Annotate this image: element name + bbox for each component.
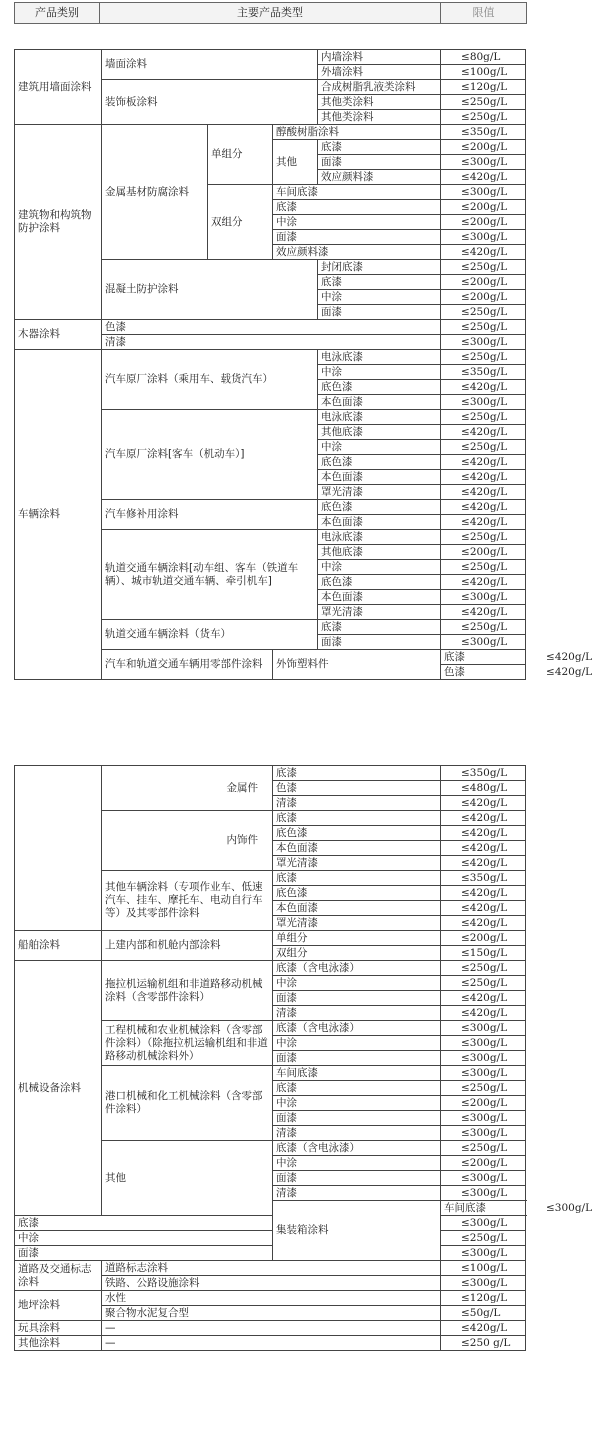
type-cell: 本色面漆 bbox=[273, 901, 441, 916]
product-cell: 轨道交通车辆涂料[动车组、客车（铁道车辆）、城市轨道交通车辆、牵引机车] bbox=[102, 530, 318, 620]
product-cell: 其他 bbox=[102, 1141, 273, 1216]
limit-cell: ≤250g/L bbox=[441, 410, 526, 425]
limit-cell: ≤250g/L bbox=[441, 110, 526, 125]
limit-cell: ≤250g/L bbox=[441, 530, 526, 545]
type-cell: 本色面漆 bbox=[273, 841, 441, 856]
limit-cell: ≤200g/L bbox=[441, 215, 526, 230]
table-row bbox=[15, 1291, 526, 1306]
limit-cell: ≤420g/L bbox=[441, 500, 526, 515]
type-cell: 面漆 bbox=[318, 155, 441, 170]
limit-cell: ≤120g/L bbox=[441, 1291, 526, 1306]
type-cell: 底漆 bbox=[273, 200, 441, 215]
type-cell: 电泳底漆 bbox=[318, 530, 441, 545]
limit-cell: ≤420g/L bbox=[441, 1321, 526, 1336]
type-cell: 中涂 bbox=[273, 976, 441, 991]
type-cell: 底漆（含电泳漆） bbox=[273, 1141, 441, 1156]
limit-cell: ≤420g/L bbox=[441, 515, 526, 530]
limit-cell: ≤80g/L bbox=[441, 50, 526, 65]
table-row: 色漆 ≤420g/L bbox=[15, 665, 526, 680]
table-row bbox=[15, 1261, 526, 1276]
limit-cell: ≤250g/L bbox=[441, 260, 526, 275]
type-cell: 中涂 bbox=[273, 1156, 441, 1171]
limit-cell: ≤250g/L bbox=[441, 440, 526, 455]
type-cell: 中涂 bbox=[318, 560, 441, 575]
limit-cell: ≤350g/L bbox=[441, 365, 526, 380]
type-cell: 底色漆 bbox=[318, 575, 441, 590]
table-header bbox=[14, 2, 527, 24]
limit-cell: ≤200g/L bbox=[441, 200, 526, 215]
category-cell: 车辆涂料 bbox=[15, 350, 102, 680]
limit-cell: ≤300g/L bbox=[441, 1051, 526, 1066]
type-cell: 面漆 bbox=[273, 230, 441, 245]
voc-limit-table-part1 bbox=[14, 49, 592, 680]
type-cell: 本色面漆 bbox=[318, 470, 441, 485]
limit-cell: ≤200g/L bbox=[441, 545, 526, 560]
limit-cell: ≤300g/L bbox=[441, 1126, 526, 1141]
type-cell: 底漆 bbox=[273, 766, 441, 781]
product-cell: 墙面涂料 bbox=[102, 50, 318, 80]
table-row bbox=[15, 766, 526, 781]
type-cell: 罩光清漆 bbox=[318, 605, 441, 620]
type-cell: 其他类涂料 bbox=[318, 110, 441, 125]
type-cell: 其他底漆 bbox=[318, 425, 441, 440]
product-cell: 拖拉机运输机组和非道路移动机械涂料（含零部件涂料） bbox=[102, 961, 273, 1021]
type-cell: 外墙涂料 bbox=[318, 65, 441, 80]
type-cell: 底漆（含电泳漆） bbox=[273, 961, 441, 976]
type-cell: 双组分 bbox=[273, 946, 441, 961]
limit-cell: ≤420g/L bbox=[441, 455, 526, 470]
type-cell: 封闭底漆 bbox=[318, 260, 441, 275]
type-cell: 清漆 bbox=[273, 1186, 441, 1201]
limit-cell: ≤200g/L bbox=[441, 1096, 526, 1111]
type-cell: 车间底漆 bbox=[273, 1066, 441, 1081]
limit-cell: ≤250g/L bbox=[441, 1231, 526, 1246]
limit-cell: ≤250g/L bbox=[441, 560, 526, 575]
limit-cell: ≤480g/L bbox=[441, 781, 526, 796]
subtype-cell: 外饰塑料件 bbox=[273, 650, 441, 680]
table-row bbox=[15, 350, 526, 365]
limit-cell: ≤420g/L bbox=[441, 575, 526, 590]
type-cell: 面漆 bbox=[15, 1246, 273, 1261]
type-cell: 罩光清漆 bbox=[318, 485, 441, 500]
product-cell: 金属基材防腐涂料 bbox=[102, 125, 208, 260]
type-cell: 清漆 bbox=[273, 1126, 441, 1141]
type-cell: 中涂 bbox=[15, 1231, 273, 1246]
type-cell: 面漆 bbox=[318, 305, 441, 320]
limit-cell: ≤300g/L bbox=[441, 335, 526, 350]
limit-cell: ≤300g/L bbox=[441, 1171, 526, 1186]
limit-cell: ≤420g/L bbox=[441, 916, 526, 931]
type-cell: 本色面漆 bbox=[318, 515, 441, 530]
limit-cell: ≤250g/L bbox=[441, 350, 526, 365]
type-cell: 底色漆 bbox=[273, 886, 441, 901]
type-cell: 合成树脂乳液类涂料 bbox=[318, 80, 441, 95]
table-row bbox=[15, 50, 526, 65]
table-row bbox=[15, 1321, 526, 1336]
type-cell: 清漆 bbox=[273, 1006, 441, 1021]
limit-cell: ≤420g/L bbox=[441, 170, 526, 185]
type-cell: 清漆 bbox=[273, 796, 441, 811]
limit-cell: ≤300g/L bbox=[441, 185, 526, 200]
type-cell: 底色漆 bbox=[318, 380, 441, 395]
limit-cell: ≤250g/L bbox=[441, 95, 526, 110]
limit-cell: ≤350g/L bbox=[441, 125, 526, 140]
limit-cell: ≤50g/L bbox=[441, 1306, 526, 1321]
limit-cell: ≤300g/L bbox=[441, 395, 526, 410]
product-cell: 汽车原厂涂料[客车（机动车）] bbox=[102, 410, 318, 500]
limit-cell: ≤420g/L bbox=[441, 1006, 526, 1021]
type-cell: 底漆 bbox=[441, 650, 526, 665]
type-cell: 中涂 bbox=[273, 1036, 441, 1051]
voc-limit-table-part2 bbox=[14, 765, 592, 1351]
limit-cell: ≤300g/L bbox=[441, 635, 526, 650]
table-row bbox=[15, 931, 526, 946]
type-cell: 面漆 bbox=[273, 1171, 441, 1186]
type-cell: 底漆 bbox=[273, 811, 441, 826]
limit-cell: ≤100g/L bbox=[441, 65, 526, 80]
table-row bbox=[15, 1246, 526, 1261]
limit-cell: ≤420g/L bbox=[441, 470, 526, 485]
limit-cell: ≤300g/L bbox=[441, 1186, 526, 1201]
limit-cell: ≤300g/L bbox=[441, 1111, 526, 1126]
type-cell: 其他底漆 bbox=[318, 545, 441, 560]
limit-cell: ≤300g/L bbox=[441, 1021, 526, 1036]
limit-cell: ≤300g/L bbox=[441, 1276, 526, 1291]
header-category: 产品类别 bbox=[15, 3, 100, 23]
type-cell: 中涂 bbox=[318, 365, 441, 380]
limit-cell: ≤200g/L bbox=[441, 275, 526, 290]
limit-cell: ≤300g/L bbox=[441, 1036, 526, 1051]
type-cell: 色漆 bbox=[441, 665, 526, 680]
type-cell: 本色面漆 bbox=[318, 590, 441, 605]
limit-cell: ≤150g/L bbox=[441, 946, 526, 961]
product-cell: 其他车辆涂料（专项作业车、低速汽车、挂车、摩托车、电动自行车等）及其零部件涂料 bbox=[102, 871, 273, 931]
limit-cell: ≤420g/L bbox=[441, 901, 526, 916]
type-cell: 底漆 bbox=[15, 1216, 273, 1231]
limit-cell: ≤420g/L bbox=[441, 245, 526, 260]
table-row bbox=[15, 1231, 526, 1246]
category-cell: 船舶涂料 bbox=[15, 931, 102, 961]
limit-cell: ≤420g/L bbox=[441, 485, 526, 500]
table-row bbox=[15, 320, 526, 335]
limit-cell: ≤420g/L bbox=[441, 605, 526, 620]
limit-cell: ≤420g/L bbox=[441, 886, 526, 901]
limit-cell: ≤420g/L bbox=[441, 811, 526, 826]
header-limit: 限值 bbox=[472, 6, 495, 19]
type-cell: 铁路、公路设施涂料 bbox=[102, 1276, 441, 1291]
table-row: 集装箱涂料 车间底漆 ≤300g/L bbox=[15, 1201, 526, 1216]
type-cell: 效应颜料漆 bbox=[273, 245, 441, 260]
limit-cell: ≤300g/L bbox=[441, 590, 526, 605]
type-cell: 车间底漆 bbox=[273, 185, 441, 200]
limit-cell: ≤350g/L bbox=[441, 871, 526, 886]
type-cell: 面漆 bbox=[273, 1111, 441, 1126]
limit-cell: ≤250g/L bbox=[441, 320, 526, 335]
type-cell: 本色面漆 bbox=[318, 395, 441, 410]
subtype-cell: 内饰件 bbox=[102, 811, 273, 871]
limit-cell: ≤250 g/L bbox=[441, 1336, 526, 1351]
type-cell: 底色漆 bbox=[318, 500, 441, 515]
subtype-cell: 双组分 bbox=[208, 185, 273, 260]
limit-cell: ≤300g/L bbox=[441, 155, 526, 170]
category-cell: 建筑用墙面涂料 bbox=[15, 50, 102, 125]
type-cell: 水性 bbox=[102, 1291, 441, 1306]
type-cell: 底漆 bbox=[273, 871, 441, 886]
product-cell: 汽车原厂涂料（乘用车、载货汽车） bbox=[102, 350, 318, 410]
type-cell: 清漆 bbox=[102, 335, 441, 350]
type-cell: 面漆 bbox=[318, 635, 441, 650]
subtype-cell: 其他 bbox=[273, 140, 318, 185]
limit-cell: ≤250g/L bbox=[441, 961, 526, 976]
limit-cell: ≤120g/L bbox=[441, 80, 526, 95]
table-row bbox=[15, 961, 526, 976]
type-cell: 电泳底漆 bbox=[318, 350, 441, 365]
table-row: 汽车和轨道交通车辆用零部件涂料 外饰塑料件 底漆 ≤420g/L bbox=[15, 650, 526, 665]
limit-cell: ≤420g/L bbox=[441, 856, 526, 871]
limit-cell: ≤200g/L bbox=[441, 140, 526, 155]
type-cell: 中涂 bbox=[273, 1096, 441, 1111]
limit-cell: ≤250g/L bbox=[441, 1141, 526, 1156]
type-cell: 醇酸树脂涂料 bbox=[273, 125, 441, 140]
limit-cell: ≤420g/L bbox=[441, 991, 526, 1006]
table-row bbox=[15, 1216, 526, 1231]
limit-cell: ≤300g/L bbox=[441, 1066, 526, 1081]
limit-cell: ≤420g/L bbox=[441, 425, 526, 440]
type-cell: — bbox=[102, 1336, 441, 1351]
category-cell: 建筑物和构筑物防护涂料 bbox=[15, 125, 102, 320]
type-cell: 面漆 bbox=[273, 991, 441, 1006]
limit-cell: ≤420g/L bbox=[441, 380, 526, 395]
type-cell: 底色漆 bbox=[318, 455, 441, 470]
type-cell: 车间底漆 bbox=[441, 1201, 526, 1216]
type-cell: 电泳底漆 bbox=[318, 410, 441, 425]
type-cell: 内墙涂料 bbox=[318, 50, 441, 65]
type-cell: 底漆（含电泳漆） bbox=[273, 1021, 441, 1036]
limit-cell: ≤100g/L bbox=[441, 1261, 526, 1276]
category-cell: 机械设备涂料 bbox=[15, 961, 102, 1216]
category-cell: 道路及交通标志涂料 bbox=[15, 1261, 102, 1291]
header-product-type: 主要产品类型 bbox=[100, 3, 441, 23]
limit-cell: ≤250g/L bbox=[441, 1081, 526, 1096]
type-cell: 底漆 bbox=[273, 1081, 441, 1096]
type-cell: 色漆 bbox=[102, 320, 441, 335]
product-cell: 工程机械和农业机械涂料（含零部件涂料）（除拖拉机运输机组和非道路移动机械涂料外） bbox=[102, 1021, 273, 1066]
category-cell: 地坪涂料 bbox=[15, 1291, 102, 1321]
product-cell: 混凝土防护涂料 bbox=[102, 260, 318, 320]
limit-cell: ≤350g/L bbox=[441, 766, 526, 781]
limit-cell: ≤300g/L bbox=[441, 230, 526, 245]
type-cell: 底漆 bbox=[318, 140, 441, 155]
category-cell: 集装箱涂料 bbox=[273, 1201, 441, 1261]
type-cell: 单组分 bbox=[273, 931, 441, 946]
type-cell: 道路标志涂料 bbox=[102, 1261, 441, 1276]
limit-cell: ≤420g/L bbox=[441, 826, 526, 841]
limit-cell: ≤420g/L bbox=[441, 796, 526, 811]
type-cell: 聚合物水泥复合型 bbox=[102, 1306, 441, 1321]
subtype-cell: 金属件 bbox=[102, 766, 273, 811]
limit-cell: ≤250g/L bbox=[441, 305, 526, 320]
type-cell: 色漆 bbox=[273, 781, 441, 796]
table-row bbox=[15, 125, 526, 140]
subtype-cell: 单组分 bbox=[208, 125, 273, 185]
limit-cell: ≤200g/L bbox=[441, 290, 526, 305]
limit-cell: ≤300g/L bbox=[441, 1246, 526, 1261]
product-cell: 轨道交通车辆涂料（货车） bbox=[102, 620, 318, 650]
type-cell: 中涂 bbox=[318, 440, 441, 455]
category-cell: 其他涂料 bbox=[15, 1336, 102, 1351]
category-cell: 木器涂料 bbox=[15, 320, 102, 350]
limit-cell: ≤300g/L bbox=[441, 1216, 526, 1231]
type-cell: 其他类涂料 bbox=[318, 95, 441, 110]
type-cell: 底漆 bbox=[318, 620, 441, 635]
product-cell: 汽车和轨道交通车辆用零部件涂料 bbox=[102, 650, 273, 680]
type-cell: 面漆 bbox=[273, 1051, 441, 1066]
limit-cell: ≤250g/L bbox=[441, 976, 526, 991]
product-cell: 装饰板涂料 bbox=[102, 80, 318, 125]
type-cell: 罩光清漆 bbox=[273, 856, 441, 871]
table-row bbox=[15, 1336, 526, 1351]
type-cell: 罩光清漆 bbox=[273, 916, 441, 931]
category-cell bbox=[15, 766, 102, 931]
limit-cell: ≤200g/L bbox=[441, 1156, 526, 1171]
product-cell: 汽车修补用涂料 bbox=[102, 500, 318, 530]
limit-cell: ≤200g/L bbox=[441, 931, 526, 946]
type-cell: 底色漆 bbox=[273, 826, 441, 841]
type-cell: 中涂 bbox=[318, 290, 441, 305]
type-cell: 中涂 bbox=[273, 215, 441, 230]
type-cell: 底漆 bbox=[318, 275, 441, 290]
product-cell: 港口机械和化工机械涂料（含零部件涂料） bbox=[102, 1066, 273, 1141]
limit-cell: ≤420g/L bbox=[441, 841, 526, 856]
product-cell: 上建内部和机舱内部涂料 bbox=[102, 931, 273, 961]
limit-cell: ≤250g/L bbox=[441, 620, 526, 635]
type-cell: 效应颜料漆 bbox=[318, 170, 441, 185]
type-cell: — bbox=[102, 1321, 441, 1336]
category-cell: 玩具涂料 bbox=[15, 1321, 102, 1336]
